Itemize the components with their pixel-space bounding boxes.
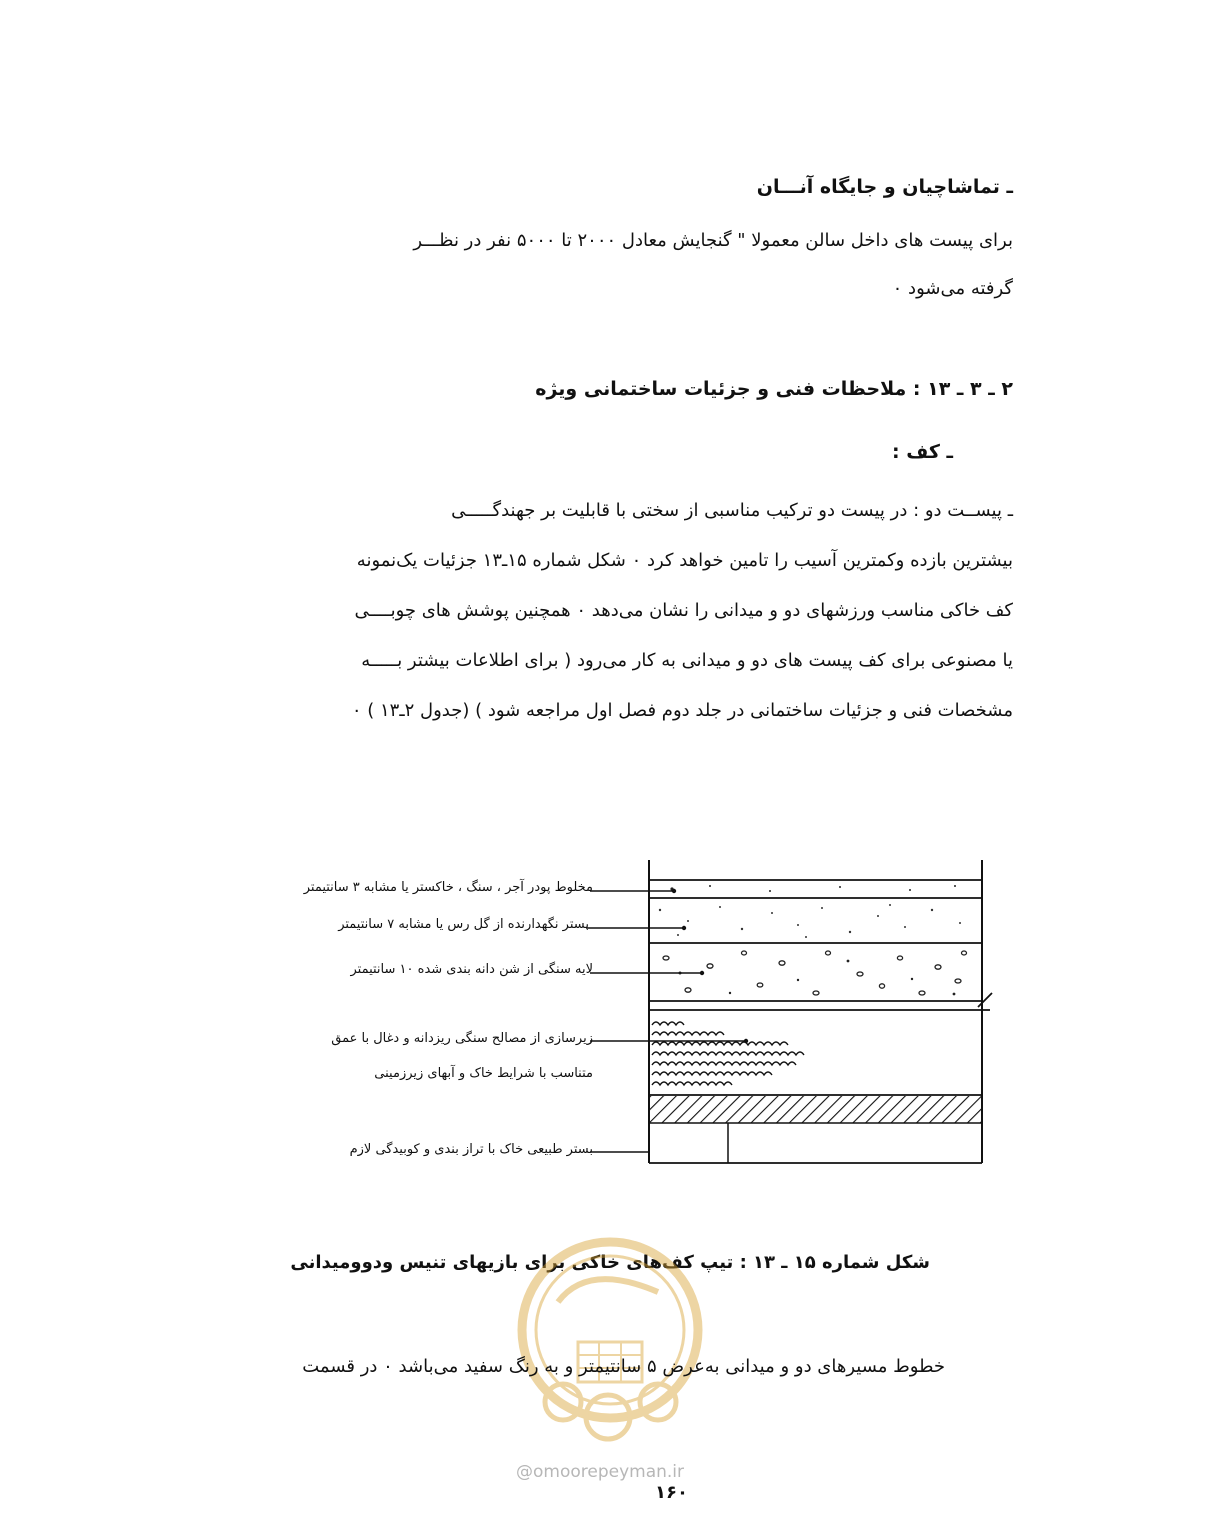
section-heading-spectators: ـ تماشاچیان و جایگاه آنـــان	[756, 176, 1013, 198]
layer-label-subbase-cont: متناسب با شرایط خاک و آبهای زیرزمینی	[374, 1066, 593, 1081]
paragraph-track	[238, 486, 1013, 736]
figure-caption: شکل شماره ۱۵ ـ ۱۳ : تیپ کف‌های خاکی برای بازیهای تنیس ودوومیدانی	[290, 1252, 930, 1273]
paragraph-line: کف خاکی مناسب ورزشهای دو و میدانی را نشان می‌دهد ۰ همچنین پوشش های چوبــــی	[354, 600, 1013, 621]
watermark-text: @omoorepeyman.ir	[516, 1462, 685, 1482]
subheading-floor: ـ کف :	[892, 441, 953, 463]
layer-label-gravel: لایه سنگی از شن دانه بندی شده ۱۰ سانتیمتر	[350, 962, 593, 977]
layer-label-natural-soil: بستر طبیعی خاک با تراز بندی و کوبیدگی لازم	[349, 1142, 593, 1157]
layer-label-clay-bed: بستر نگهدارنده از گل رس یا مشابه ۷ سانتیمتر	[338, 917, 589, 932]
layer-label-subbase: زیرسازی از مصالح سنگی ریزدانه و دغال با عمق	[331, 1031, 593, 1046]
paragraph-line: برای پیست های داخل سالن معمولا " گنجایش معادل ۲۰۰۰ تا ۵۰۰۰ نفر در نظـــر	[413, 230, 1013, 251]
layer-label-surface: مخلوط پودر آجر ، سنگ ، خاکستر یا مشابه ۳ سانتیمتر	[303, 880, 593, 895]
paragraph-line: بیشترین بازده وکمترین آسیب را تامین خواهد کرد ۰ شکل شماره ۱۵ـ۱۳ جزئیات یک‌نمونه	[356, 550, 1013, 571]
section-heading-technical: ۲ ـ ۳ ـ ۱۳ : ملاحظات فنی و جزئیات ساختمانی ویژه	[535, 378, 1013, 400]
paragraph-line: ـ پیســت دو : در پیست دو ترکیب مناسبی از سختی با قابلیت بر جهندگـــــی	[451, 500, 1013, 521]
paragraph-line: گرفته می‌شود ۰	[892, 278, 1013, 299]
page-number: ۱۶۰	[655, 1482, 688, 1503]
paragraph-line: مشخصات فنی و جزئیات ساختمانی در جلد دوم فصل اول مراجعه شود ) (جدول ۲ـ۱۳ ) ۰	[351, 700, 1013, 721]
floor-section-diagram	[560, 855, 1000, 1170]
paragraph-line: یا مصنوعی برای کف پیست های دو و میدانی به کار می‌رود ( برای اطلاعات بیشتر بـــــه	[361, 650, 1013, 671]
watermark-seal-icon	[508, 1232, 713, 1447]
paragraph-line: خطوط مسیرهای دو و میدانی به‌عرض ۵ سانتیمتر و به رنگ سفید می‌باشد ۰ در قسمت	[302, 1356, 945, 1377]
